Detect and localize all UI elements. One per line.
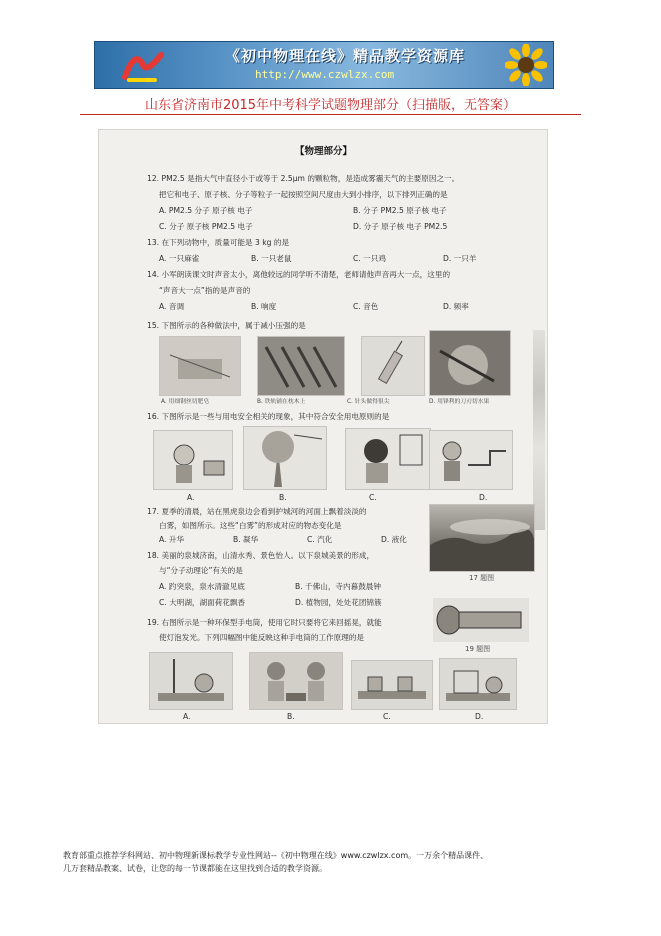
q16-figure-b bbox=[243, 426, 327, 490]
q19-label-a: A. bbox=[183, 712, 191, 721]
q18-stem-line1: 18. 美丽的泉城济南，山清水秀、景色怡人。以下泉城美景的形成， bbox=[147, 551, 375, 560]
q17-figure-label: 17 题图 bbox=[469, 574, 495, 582]
q12-option-b: B. 分子 PM2.5 原子核 电子 bbox=[353, 206, 447, 215]
q18-stem-line2: 与“分子动理论”有关的是 bbox=[159, 566, 243, 575]
cartoon-person-pipe-d bbox=[430, 431, 512, 489]
q19-figure-d bbox=[439, 658, 517, 710]
q14-stem-line2: “声音大一点”指的是声音的 bbox=[159, 286, 251, 295]
knife-fruit-illustration bbox=[430, 331, 510, 395]
q12-stem-line1: 12. PM2.5 是指大气中直径小于或等于 2.5μm 的颗粒物，是造成雾霾天气的主要原因之一。 bbox=[147, 174, 460, 183]
q16-figure-c bbox=[345, 428, 431, 490]
q15-caption-b: B. 铁轨铺在枕木上 bbox=[257, 399, 306, 405]
q17-stem-line1: 17. 夏季的清晨，站在黑虎泉边会看到护城河的河面上飘着淡淡的 bbox=[147, 507, 367, 516]
q14-stem-line1: 14. 小军朗读课文时声音太小，离他较远的同学听不清楚，老师请他声音再大一点，这里的 bbox=[147, 270, 451, 279]
q13-option-a: A. 一只麻雀 bbox=[159, 254, 200, 263]
q12-option-a: A. PM2.5 分子 原子核 电子 bbox=[159, 206, 253, 215]
section-title: 【物理部分】 bbox=[295, 146, 353, 157]
q16-figure-d bbox=[429, 430, 513, 490]
apparatus-b-people bbox=[250, 653, 342, 709]
q15-caption-d: D. 用锋利的刀刃切水果 bbox=[429, 399, 490, 405]
q16-stem: 16. 下图所示是一些与用电安全相关的现象，其中符合安全用电原则的是 bbox=[147, 412, 390, 421]
q18-option-b: B. 千佛山，寺内暮鼓晨钟 bbox=[295, 582, 381, 591]
scanned-exam-page bbox=[98, 129, 548, 724]
q16-label-c: C. bbox=[369, 493, 377, 502]
q17-option-a: A. 升华 bbox=[159, 535, 185, 544]
q19-label-b: B. bbox=[287, 712, 295, 721]
q19-stem-line2: 使灯泡发光。下列四幅图中能反映这种手电筒的工作原理的是 bbox=[159, 633, 365, 642]
cartoon-tree-kite-b bbox=[244, 427, 326, 489]
footer-line2: 几万套精品教案、试卷，让您的每一节课都能在这里找到合适的教学资源。 bbox=[63, 864, 327, 873]
banner-url: http://www.czwlzx.com bbox=[255, 68, 395, 81]
q15-figure-d bbox=[429, 330, 511, 396]
syringe-icon bbox=[362, 337, 424, 395]
apparatus-c bbox=[352, 661, 432, 709]
site-banner bbox=[94, 41, 554, 89]
flashlight-icon bbox=[433, 598, 529, 642]
footer-line1: 教育部重点推荐学科网站、初中物理新课标教学专业性网站--《初中物理在线》www.czwlzx.com。一万余个精品课件、 bbox=[63, 851, 489, 860]
q17-option-d: D. 液化 bbox=[381, 535, 407, 544]
q19-figure-b bbox=[249, 652, 343, 710]
q18-option-c: C. 大明湖，湖面荷花飘香 bbox=[159, 598, 246, 607]
banner-title: 《初中物理在线》精品教学资源库 bbox=[225, 47, 466, 65]
q12-option-c: C. 分子 原子核 PM2.5 电子 bbox=[159, 222, 253, 231]
q17-option-b: B. 凝华 bbox=[233, 535, 259, 544]
cartoon-girl-c bbox=[346, 429, 430, 489]
q19-stem-line1: 19. 右图所示是一种环保型手电筒，使用它时只要将它来回摇晃，就能 bbox=[147, 618, 382, 627]
q18-option-d: D. 植物园，处处花团锦簇 bbox=[295, 598, 382, 607]
q14-option-a: A. 音调 bbox=[159, 302, 185, 311]
q14-option-c: C. 音色 bbox=[353, 302, 379, 311]
apparatus-d bbox=[440, 659, 516, 709]
q17-stem-line2: 白雾，如图所示。这些“白雾”的形成对应的物态变化是 bbox=[159, 521, 342, 530]
q15-figure-b bbox=[257, 336, 345, 396]
q17-option-c: C. 汽化 bbox=[307, 535, 333, 544]
q16-label-a: A. bbox=[187, 493, 195, 502]
q13-option-b: B. 一只老鼠 bbox=[251, 254, 292, 263]
q15-stem: 15. 下图所示的各种做法中，属于减小压强的是 bbox=[147, 321, 306, 330]
q12-option-d: D. 分子 原子核 电子 PM2.5 bbox=[353, 222, 448, 231]
q19-label-c: C. bbox=[383, 712, 391, 721]
river-mist-photo bbox=[430, 505, 534, 571]
sunflower-icon bbox=[505, 44, 547, 86]
q15-caption-c: C. 针头做得很尖 bbox=[347, 399, 390, 405]
page-title: 山东省济南市2015年中考科学试题物理部分（扫描版，无答案） bbox=[144, 98, 517, 113]
q19-figure-label: 19 题图 bbox=[465, 645, 491, 653]
q19-figure-c bbox=[351, 660, 433, 710]
q15-figure-c bbox=[361, 336, 425, 396]
q12-stem-line2: 把它和电子、原子核、分子等粒子一起按照空间尺度由大到小排序，以下排列正确的是 bbox=[159, 190, 448, 199]
q14-option-d: D. 频率 bbox=[443, 302, 469, 311]
soap-wire-illustration bbox=[160, 337, 240, 395]
footer bbox=[63, 849, 623, 875]
q13-option-d: D. 一只羊 bbox=[443, 254, 477, 263]
q17-figure-river-mist bbox=[429, 504, 535, 572]
q19-label-d: D. bbox=[475, 712, 484, 721]
binding-margin bbox=[533, 330, 545, 530]
cartoon-electric-shock-a bbox=[154, 431, 232, 489]
railway-sleepers-illustration bbox=[258, 337, 344, 395]
q16-figure-a bbox=[153, 430, 233, 490]
q13-stem: 13. 在下列动物中，质量可能是 3 kg 的是 bbox=[147, 238, 290, 247]
q14-option-b: B. 响度 bbox=[251, 302, 277, 311]
q19-figure-flashlight bbox=[433, 598, 529, 642]
apparatus-a bbox=[150, 653, 232, 709]
site-logo-icon bbox=[121, 47, 165, 83]
q15-figure-a bbox=[159, 336, 241, 396]
q18-option-a: A. 趵突泉，泉水清澈见底 bbox=[159, 582, 245, 591]
q16-label-b: B. bbox=[279, 493, 287, 502]
q13-option-c: C. 一只鸡 bbox=[353, 254, 386, 263]
q16-label-d: D. bbox=[479, 493, 488, 502]
title-divider bbox=[80, 114, 581, 115]
q19-figure-a bbox=[149, 652, 233, 710]
q15-caption-a: A. 用细钢丝切肥皂 bbox=[161, 399, 210, 405]
